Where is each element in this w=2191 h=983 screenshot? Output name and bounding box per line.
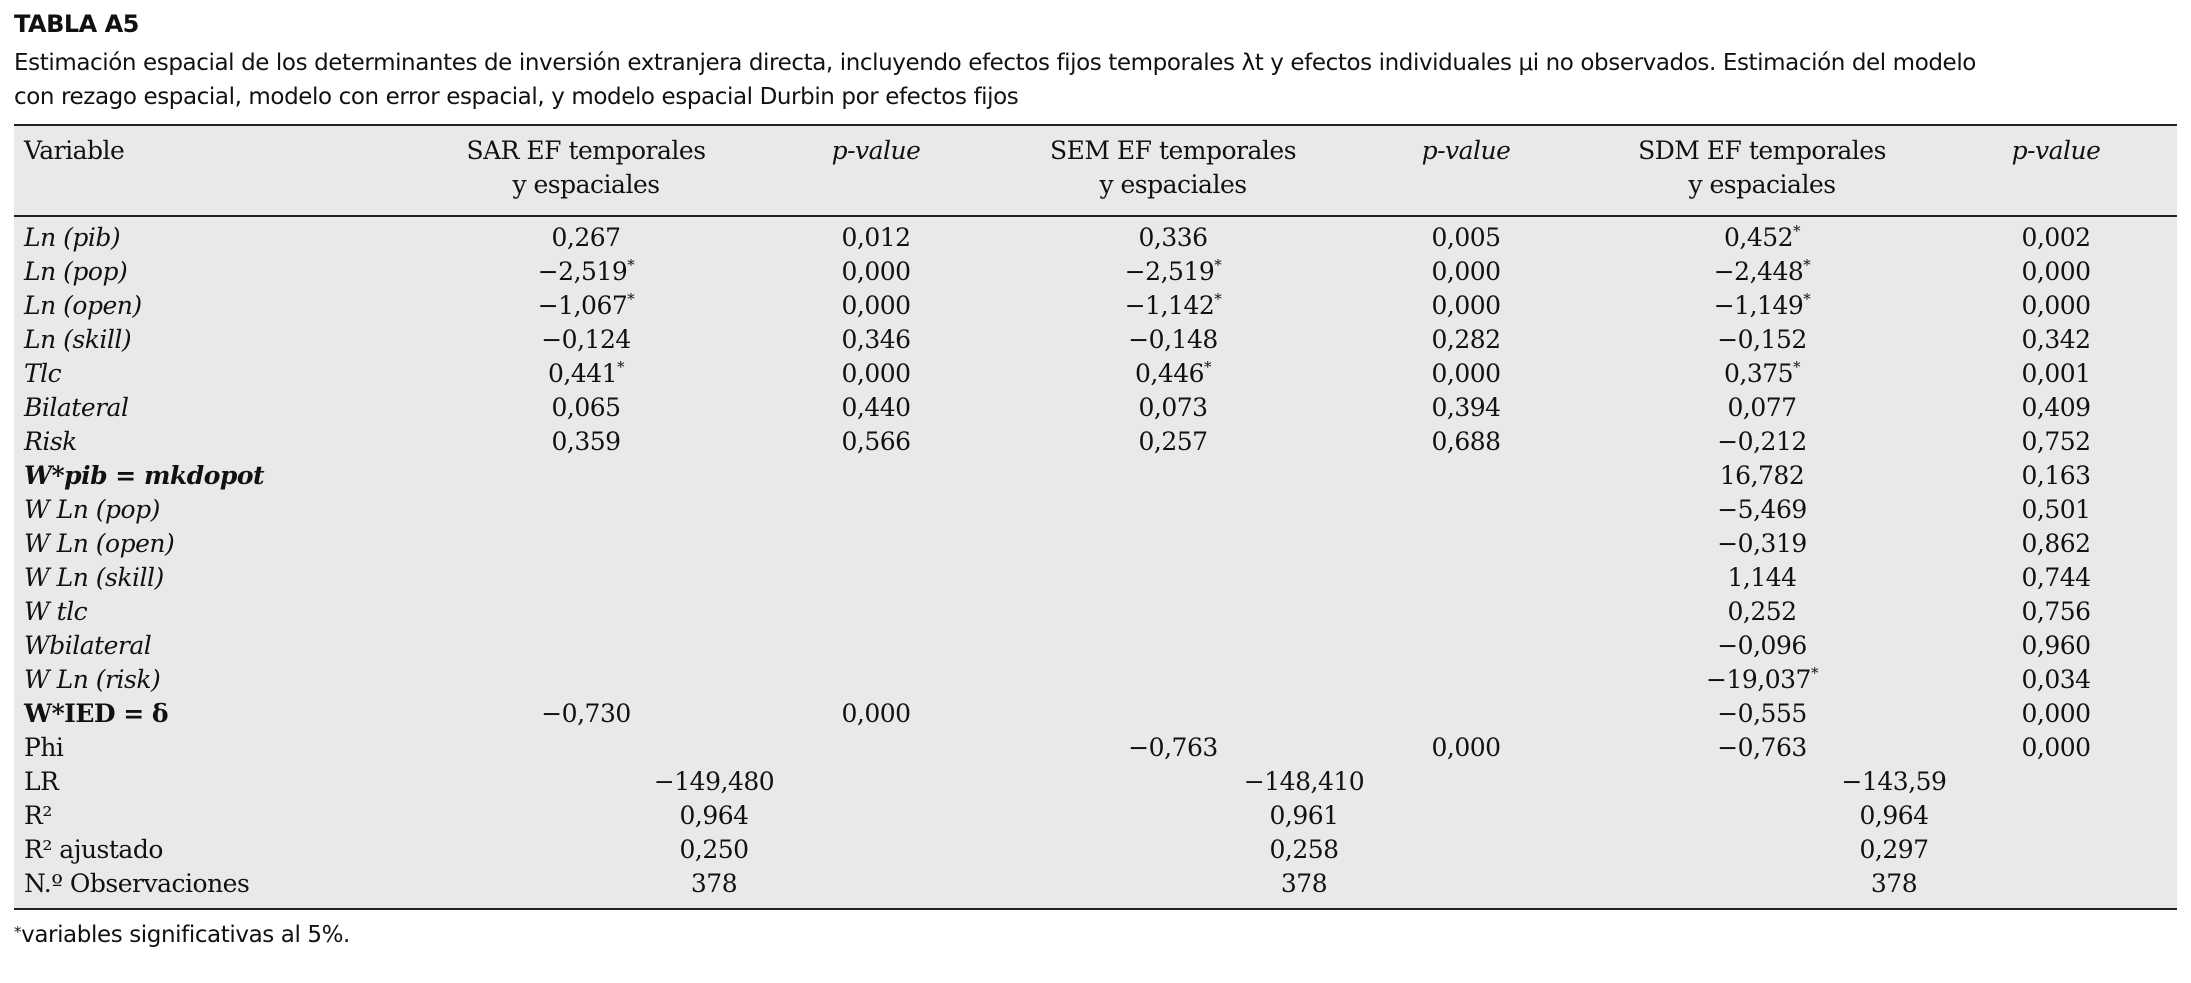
- row-variable: Phi: [24, 733, 64, 762]
- cell-sar: 0,065: [551, 393, 621, 422]
- cell-sar: −1,067*: [537, 290, 635, 320]
- cell-sdm: 0,375*: [1723, 358, 1801, 388]
- cell-p3: 0,000: [2021, 699, 2091, 728]
- row-variable: W Ln (open): [24, 529, 175, 558]
- cell-sem: 0,257: [1138, 427, 1208, 456]
- cell-sdm: −2,448*: [1713, 256, 1811, 286]
- header-sar-line2: y espaciales: [512, 170, 660, 199]
- row-variable: W Ln (pop): [24, 495, 160, 524]
- summary-sdm: 0,297: [1859, 835, 1929, 864]
- cell-p3: 0,960: [2021, 631, 2091, 660]
- summary-sem: −148,410: [1243, 767, 1365, 796]
- cell-p2: 0,282: [1431, 325, 1501, 354]
- cell-p1: 0,000: [841, 699, 911, 728]
- summary-sar: 0,964: [679, 801, 749, 830]
- cell-p3: 0,163: [2021, 461, 2091, 490]
- cell-sdm: −0,763: [1717, 733, 1807, 762]
- cell-p1: 0,440: [841, 393, 911, 422]
- row-variable: W*pib = mkdopot: [24, 461, 265, 490]
- summary-variable: R² ajustado: [24, 835, 163, 864]
- cell-sdm: −0,319: [1717, 529, 1807, 558]
- cell-p3: 0,501: [2021, 495, 2091, 524]
- cell-p3: 0,000: [2021, 257, 2091, 286]
- cell-p3: 0,034: [2021, 665, 2091, 694]
- cell-sdm: −0,212: [1717, 427, 1807, 456]
- cell-p2: 0,000: [1431, 733, 1501, 762]
- cell-sem: 0,336: [1138, 223, 1208, 252]
- cell-p2: 0,000: [1431, 359, 1501, 388]
- cell-sdm: 16,782: [1719, 461, 1805, 490]
- cell-p3: 0,744: [2021, 563, 2091, 592]
- row-variable: Risk: [24, 427, 77, 456]
- cell-p3: 0,862: [2021, 529, 2091, 558]
- cell-sdm: 0,452*: [1723, 222, 1801, 252]
- cell-sar: −2,519*: [537, 256, 635, 286]
- row-variable: W Ln (risk): [24, 665, 161, 694]
- header-sem-line1: SEM EF temporales: [1049, 136, 1297, 165]
- cell-p2: 0,000: [1431, 291, 1501, 320]
- cell-sdm: −0,096: [1717, 631, 1807, 660]
- cell-sar: 0,359: [551, 427, 621, 456]
- cell-p3: 0,752: [2021, 427, 2091, 456]
- cell-p3: 0,756: [2021, 597, 2091, 626]
- header-divider: [14, 215, 2177, 217]
- cell-p1: 0,000: [841, 291, 911, 320]
- cell-sdm: −1,149*: [1713, 290, 1811, 320]
- cell-sar: 0,441*: [547, 358, 625, 388]
- cell-sem: −0,763: [1128, 733, 1218, 762]
- results-table: [14, 124, 2177, 910]
- summary-sem: 0,961: [1269, 801, 1339, 830]
- row-variable: Ln (pib): [24, 223, 121, 252]
- cell-p2: 0,688: [1431, 427, 1501, 456]
- summary-sar: −149,480: [653, 767, 775, 796]
- cell-p2: 0,005: [1431, 223, 1501, 252]
- cell-sdm: −19,037*: [1706, 664, 1818, 694]
- cell-sdm: −0,555: [1717, 699, 1807, 728]
- header-sdm-line2: y espaciales: [1688, 170, 1836, 199]
- summary-sdm: 378: [1870, 869, 1918, 898]
- row-variable: Ln (pop): [24, 257, 128, 286]
- header-pvalue-sdm: p-value: [2011, 136, 2101, 165]
- summary-sar: 0,250: [679, 835, 749, 864]
- cell-p1: 0,012: [841, 223, 911, 252]
- cell-sar: −0,730: [541, 699, 631, 728]
- row-variable: Wbilateral: [24, 631, 152, 660]
- summary-sem: 0,258: [1269, 835, 1339, 864]
- table-caption: [14, 46, 2184, 114]
- cell-p3: 0,000: [2021, 291, 2091, 320]
- summary-variable: R²: [24, 801, 52, 830]
- row-variable: Ln (skill): [24, 325, 132, 354]
- summary-sdm: −143,59: [1841, 767, 1947, 796]
- cell-sar: −0,124: [541, 325, 631, 354]
- header-variable: Variable: [24, 136, 125, 165]
- cell-p1: 0,346: [841, 325, 911, 354]
- row-variable: Tlc: [24, 359, 62, 388]
- cell-p3: 0,002: [2021, 223, 2091, 252]
- header-pvalue-sar: p-value: [831, 136, 921, 165]
- cell-sar: 0,267: [551, 223, 621, 252]
- row-variable: Bilateral: [24, 393, 129, 422]
- cell-sem: −1,142*: [1124, 290, 1222, 320]
- cell-p1: 0,000: [841, 257, 911, 286]
- cell-sdm: −0,152: [1717, 325, 1807, 354]
- header-sar-line1: SAR EF temporales: [466, 136, 706, 165]
- cell-p1: 0,566: [841, 427, 911, 456]
- cell-p3: 0,001: [2021, 359, 2091, 388]
- summary-sem: 378: [1280, 869, 1328, 898]
- cell-sdm: 1,144: [1727, 563, 1797, 592]
- header-sdm-line1: SDM EF temporales: [1638, 136, 1886, 165]
- cell-sem: −0,148: [1128, 325, 1218, 354]
- cell-sem: 0,446*: [1134, 358, 1212, 388]
- cell-sdm: 0,252: [1727, 597, 1797, 626]
- cell-p2: 0,394: [1431, 393, 1501, 422]
- cell-sdm: −5,469: [1717, 495, 1807, 524]
- row-variable: Ln (open): [24, 291, 142, 320]
- summary-sdm: 0,964: [1859, 801, 1929, 830]
- caption-line-2: con rezago espacial, modelo con error espacial, y modelo espacial Durbin por efectos fijos: [14, 84, 1019, 110]
- caption-line-1: Estimación espacial de los determinantes de inversión extranjera directa, incluyendo efectos fijos temporales λt y efectos individuales μi no observados. Estimación del modelo: [14, 50, 1976, 76]
- footnote: *variables significativas al 5%.: [14, 922, 350, 948]
- row-variable: W*IED = δ: [24, 699, 169, 728]
- cell-sdm: 0,077: [1727, 393, 1797, 422]
- row-variable: W tlc: [24, 597, 88, 626]
- cell-p2: 0,000: [1431, 257, 1501, 286]
- cell-p1: 0,000: [841, 359, 911, 388]
- cell-sem: −2,519*: [1124, 256, 1222, 286]
- cell-p3: 0,000: [2021, 733, 2091, 762]
- summary-variable: LR: [24, 767, 59, 796]
- row-variable: W Ln (skill): [24, 563, 164, 592]
- cell-p3: 0,409: [2021, 393, 2091, 422]
- summary-sar: 378: [690, 869, 738, 898]
- cell-p3: 0,342: [2021, 325, 2091, 354]
- header-pvalue-sem: p-value: [1421, 136, 1511, 165]
- cell-sem: 0,073: [1138, 393, 1208, 422]
- table-title: TABLA A5: [14, 10, 139, 38]
- header-sem-line2: y espaciales: [1099, 170, 1247, 199]
- summary-variable: N.º Observaciones: [24, 869, 250, 898]
